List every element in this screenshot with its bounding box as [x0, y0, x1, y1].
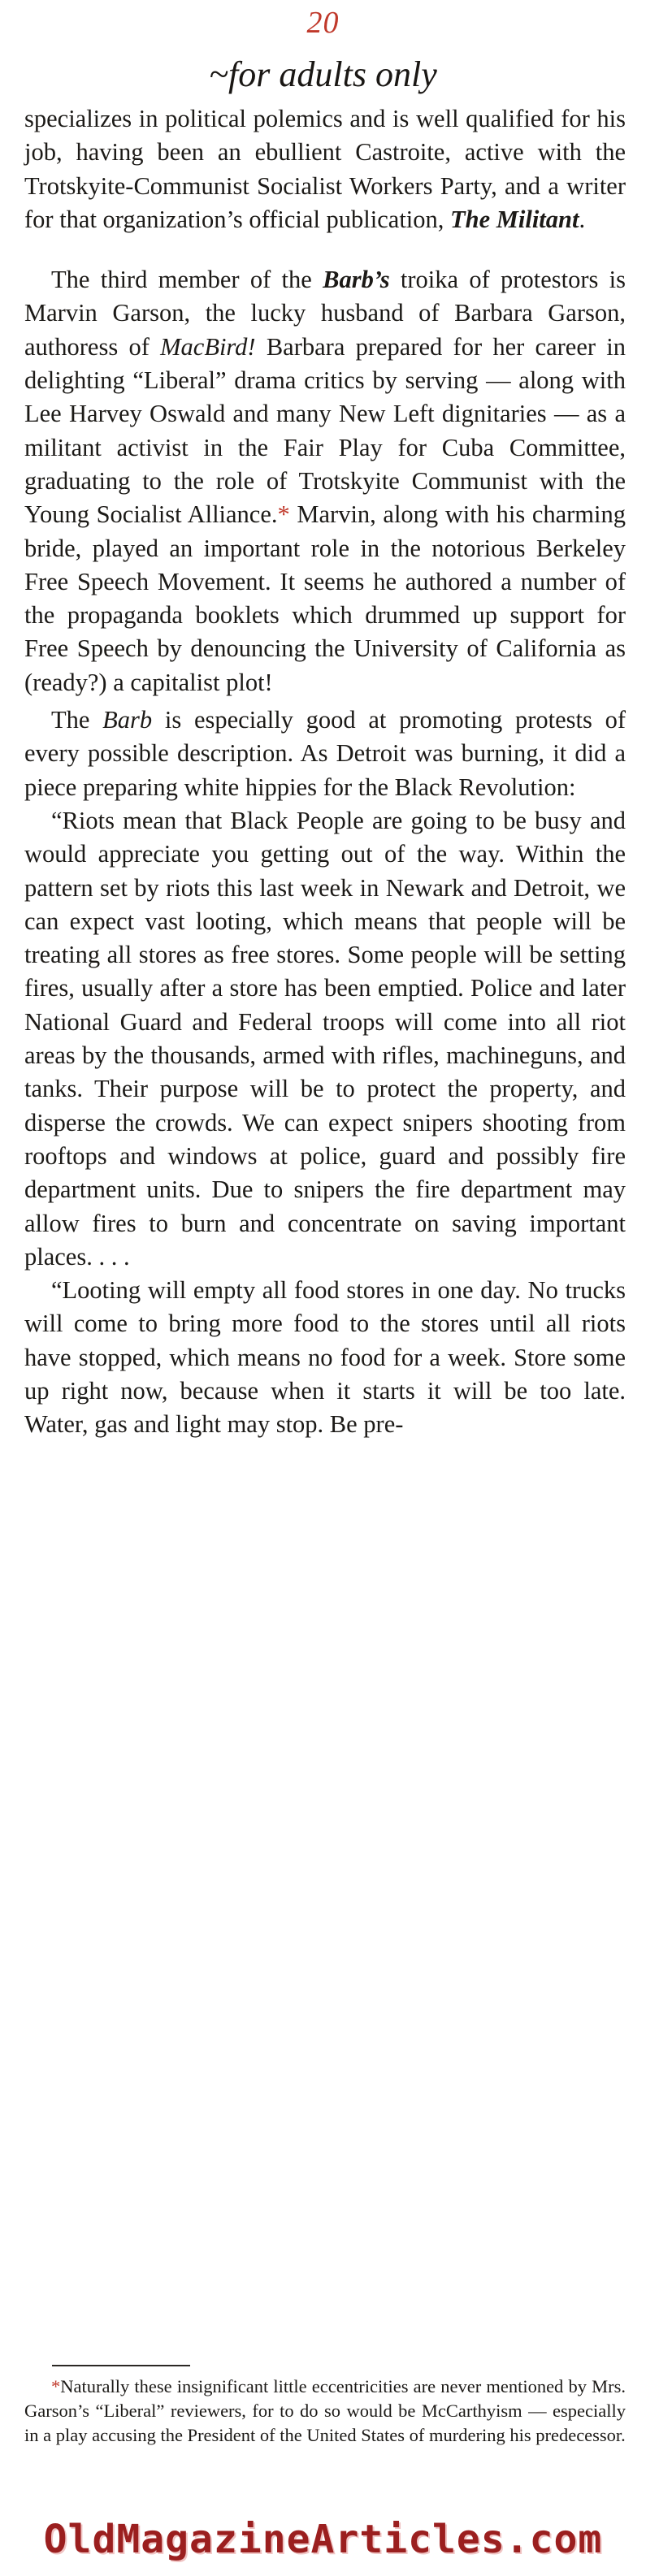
quote-paragraph-2: “Looting will empty all food stores in one day. No trucks will come to bring more food to the stores until all riots have stopped, which means no food for a week. Store some up right now, because when it starts it will be too late. Water, gas and light may stop. Be pre- [24, 1276, 626, 1439]
footnote-divider [52, 2365, 190, 2366]
paragraph-3-text-a: The [51, 706, 103, 734]
quote-paragraph-1: “Riots mean that Black People are going to be busy and would appreciate you getting out of the way. Within the pattern set by riots this last week in Newark and Detroit, we can expect vast looting, which means that people will be treating all stores as free stores. Some people will be setting fires, usually after a store has been emptied. Police and later National Guard and Federal troops will come into all riot areas by the thousands, armed with rifles, machineguns, and tanks. Their purpose will be to protect the property, and disperse the crowds. We can expect snipers shooting from rooftops and windows at police, guard and possibly fire department units. Due to snipers the fire department may allow fires to burn and concentrate on saving important places. . . . [24, 806, 626, 1271]
footnote [24, 2375, 626, 2448]
publication-name-barb: Barb [102, 706, 153, 734]
page-number: 20 [306, 6, 340, 40]
site-watermark: OldMagazineArticles.com [43, 2517, 603, 2562]
section-title: ~for adults only [209, 54, 437, 94]
paragraph-1-end: . [579, 205, 586, 233]
publication-name-the-militant: The Militant [450, 205, 579, 233]
play-title-macbird: MacBird! [160, 332, 256, 361]
paragraph-1 [24, 102, 626, 236]
paragraph-2-text-a: The third member of the [51, 266, 323, 294]
paragraph-2-text-c: Barbara prepared for her career in delighting “Liberal” drama critics by serving — along with Lee Harvey Oswald and many New Left dignitaries — as a militant activist in the Fair Play for Cuba Committee, graduating to the role of Trotskyite Communist with the Young Socialist Alliance. [24, 332, 626, 529]
paragraph-2 [24, 263, 626, 699]
publication-name-barbs: Barb’s [323, 266, 390, 294]
footnote-star: * [51, 2376, 61, 2396]
footnote-text: Naturally these insignificant little eccentricities are never mentioned by Mrs. Garson’s “Liberal” reviewers, for to do so would be McCarthyism — especially in a play accusing the President of the United States of murdering his predecessor. [24, 2376, 626, 2445]
paragraph-2-text-b: troika of protestors is Marvin Garson, the lucky husband of Barbara Garson, authoress of [24, 266, 626, 361]
paragraph-2-text-d: Marvin, along with his charming bride, played an important role in the notorious Berkeley Free Speech Movement. It seems he authored a number of the propaganda booklets which drummed up support for Free Speech by denouncing the University of California as (ready?) a capitalist plot! [24, 500, 626, 696]
paragraph-3-text-b: is especially good at promoting protests of every possible description. As Detroit was burning, it did a piece preparing white hippies for the Black Revolution: [24, 706, 626, 801]
paragraph-1-text: specializes in political polemics and is well qualified for his job, having been an ebullient Castroite, active with the Trotskyite-Communist Socialist Workers Party, and a writer for that organization’s official publication, [24, 105, 626, 233]
paragraph-3 [24, 704, 626, 804]
footnote-marker: * [277, 500, 290, 529]
footnote-paragraph [24, 2375, 626, 2448]
article-body [24, 102, 626, 1442]
